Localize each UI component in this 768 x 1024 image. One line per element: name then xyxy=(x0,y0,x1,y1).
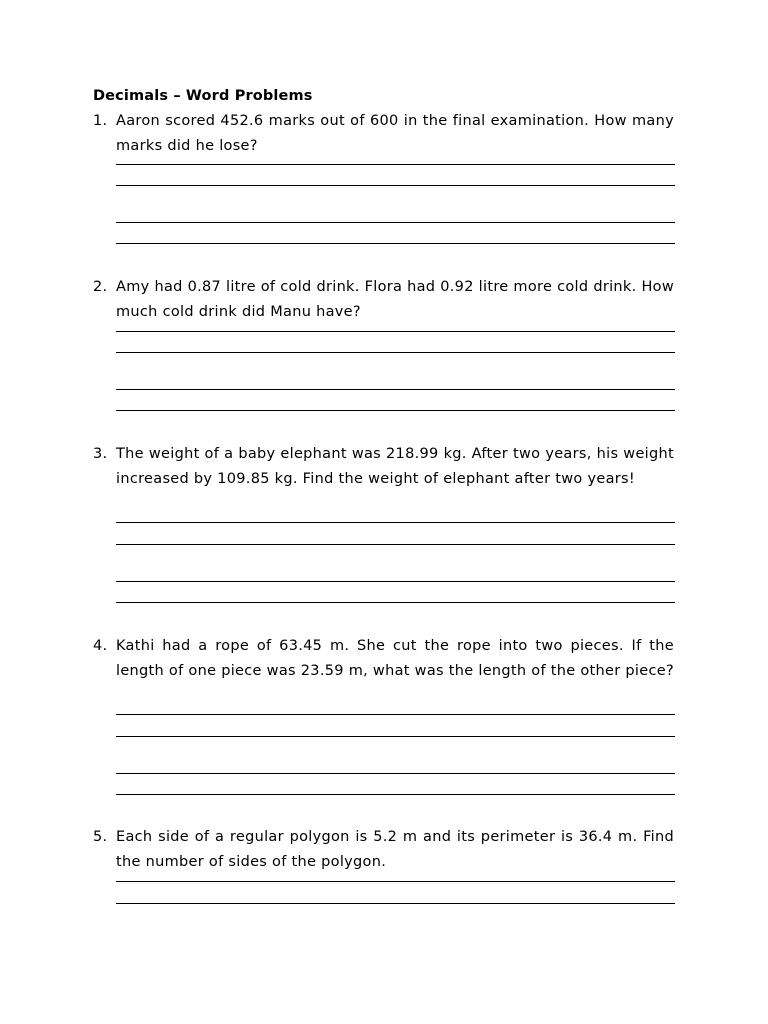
answer-line xyxy=(116,352,675,353)
problem-text: Kathi had a rope of 63.45 m. She cut the rope into two pieces. If the length of one piece was 23.59 m, what was the length of the other piece? xyxy=(116,638,674,680)
answer-line xyxy=(116,410,675,411)
answer-line xyxy=(116,222,675,223)
answer-line xyxy=(116,602,675,603)
problem-number: 2. xyxy=(93,279,108,295)
problem-text: Aaron scored 452.6 marks out of 600 in the final examination. How many marks did he lose? xyxy=(116,113,674,155)
answer-line xyxy=(116,903,675,904)
answer-line xyxy=(116,331,675,332)
answer-line xyxy=(116,522,675,523)
answer-line xyxy=(116,794,675,795)
problem-number: 3. xyxy=(93,446,108,462)
problem-number: 4. xyxy=(93,638,108,654)
answer-line xyxy=(116,881,675,882)
answer-line xyxy=(116,773,675,774)
problem-1 xyxy=(93,109,675,160)
problem-text: Amy had 0.87 litre of cold drink. Flora had 0.92 litre more cold drink. How much cold drink did Manu have? xyxy=(116,279,674,321)
worksheet-title: Decimals – Word Problems xyxy=(93,88,313,104)
problem-number: 1. xyxy=(93,113,108,129)
answer-line xyxy=(116,581,675,582)
problem-5 xyxy=(93,825,675,876)
problem-text: The weight of a baby elephant was 218.99 kg. After two years, his weight increased by 109.85 kg. Find the weight of elephant after two years! xyxy=(116,446,674,488)
problem-2 xyxy=(93,275,675,326)
problem-number: 5. xyxy=(93,829,108,845)
answer-line xyxy=(116,389,675,390)
answer-line xyxy=(116,185,675,186)
answer-line xyxy=(116,544,675,545)
problem-4 xyxy=(93,634,675,685)
answer-line xyxy=(116,164,675,165)
problem-text: Each side of a regular polygon is 5.2 m and its perimeter is 36.4 m. Find the number of sides of the polygon. xyxy=(116,829,674,871)
problem-3 xyxy=(93,442,675,493)
answer-line xyxy=(116,714,675,715)
answer-line xyxy=(116,243,675,244)
answer-line xyxy=(116,736,675,737)
